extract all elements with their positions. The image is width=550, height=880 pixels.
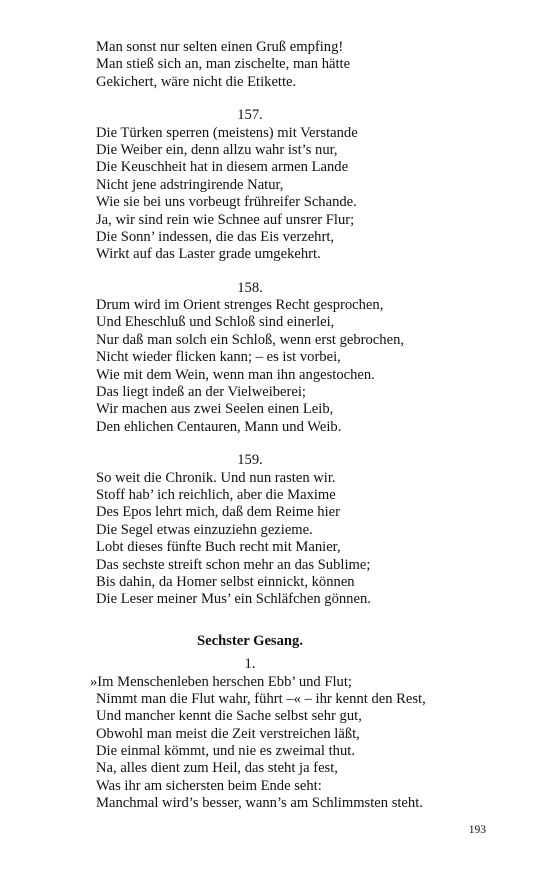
poem-line: Die Weiber ein, denn allzu wahr ist’s nur,: [96, 141, 338, 158]
poem-line: Nur daß man solch ein Schloß, wenn erst gebrochen,: [96, 331, 405, 348]
poem-line: Manchmal wird’s besser, wann’s am Schlimmsten steht.: [96, 795, 423, 812]
poem-text: [90, 39, 496, 813]
stanza-number: 1.: [244, 656, 256, 673]
stanza-number: 157.: [237, 107, 263, 124]
poem-line: Drum wird im Orient strenges Recht gesprochen,: [96, 297, 384, 314]
poem-line: Und mancher kennt die Sache selbst sehr gut,: [96, 708, 362, 725]
poem-line: Na, alles dient zum Heil, das steht ja fest,: [96, 760, 338, 777]
poem-line: Lobt dieses fünfte Buch recht mit Manier,: [96, 539, 341, 556]
poem-line: Was ihr am sichersten beim Ende seht:: [96, 777, 322, 794]
poem-line: Das sechste streift schon mehr an das Sublime;: [96, 556, 371, 573]
poem-line: Die Keuschheit hat in diesem armen Lande: [96, 159, 349, 176]
poem-line: Die Leser meiner Mus’ ein Schläfchen gönnen.: [96, 591, 371, 608]
poem-line: Den ehlichen Centauren, Mann und Weib.: [96, 418, 342, 435]
poem-line: Nicht wieder flicken kann; – es ist vorbei,: [96, 349, 341, 366]
poem-line: Wie mit dem Wein, wenn man ihn angestochen.: [96, 366, 375, 383]
poem-line: Stoff hab’ ich reichlich, aber die Maxime: [96, 486, 336, 503]
poem-line: Obwohl man meist die Zeit verstreichen läßt,: [96, 725, 360, 742]
poem-line: Die Segel etwas einzuziehn gezieme.: [96, 521, 313, 538]
poem-line: Nimmt man die Flut wahr, führt –« – ihr kennt den Rest,: [96, 690, 426, 707]
poem-line: Das liegt indeß an der Vielweiberei;: [96, 384, 306, 401]
poem-line: Die Sonn’ indessen, die das Eis verzehrt,: [96, 228, 335, 245]
stanza-number: 159.: [237, 452, 263, 469]
poem-line: Gekichert, wäre nicht die Etikette.: [96, 73, 297, 90]
chapter-heading: Sechster Gesang.: [197, 632, 303, 649]
poem-line: Wir machen aus zwei Seelen einen Leib,: [96, 401, 334, 418]
page-number: 193: [468, 824, 486, 836]
poem-line: Wirkt auf das Laster grade umgekehrt.: [96, 246, 321, 263]
poem-line: »Im Menschenleben herschen Ebb’ und Flut;: [90, 673, 352, 690]
poem-line: So weit die Chronik. Und nun rasten wir.: [96, 469, 336, 486]
poem-line: Die Türken sperren (meistens) mit Verstande: [96, 124, 358, 141]
stanza-number: 158.: [237, 279, 263, 296]
poem-line: Nicht jene adstringirende Natur,: [96, 176, 284, 193]
poem-line: Und Eheschluß und Schloß sind einerlei,: [96, 314, 335, 331]
poem-line: Man sonst nur selten einen Gruß empfing!: [96, 39, 344, 55]
poem-line: Die einmal kömmt, und nie es zweimal thut.: [96, 743, 355, 760]
poem-line: Man stieß sich an, man zischelte, man hätte: [96, 56, 351, 73]
poem-line: Ja, wir sind rein wie Schnee auf unsrer Flur;: [96, 211, 355, 228]
poem-line: Des Epos lehrt mich, daß dem Reime hier: [96, 504, 340, 521]
poem-line: Bis dahin, da Homer selbst einnickt, können: [96, 573, 355, 590]
poem-line: Wie sie bei uns vorbeugt frühreifer Schande.: [96, 194, 357, 211]
